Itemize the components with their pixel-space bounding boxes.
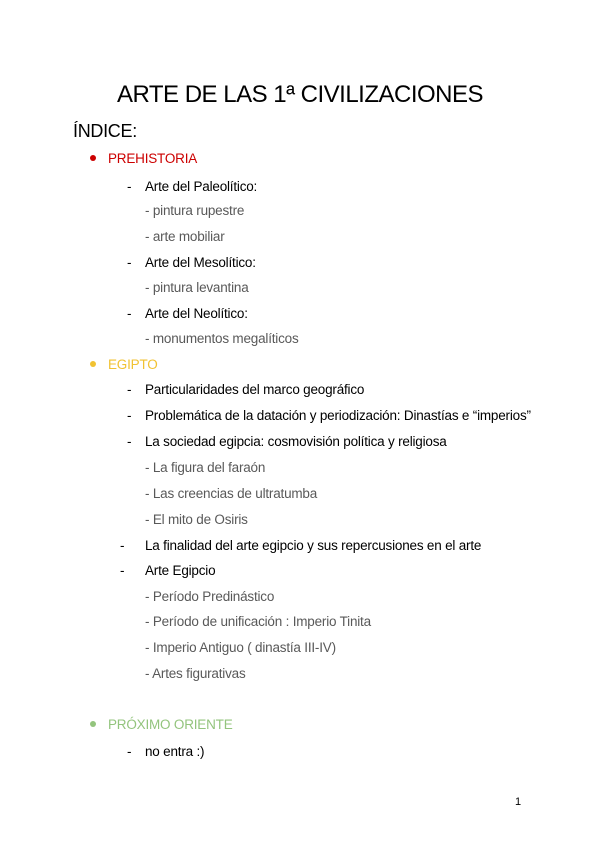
sub-item: - pintura levantina — [145, 280, 249, 295]
list-item — [127, 406, 531, 426]
dash-marker: - — [127, 744, 132, 759]
sub-item: - monumentos megalíticos — [145, 331, 299, 346]
sub-item: - pintura rupestre — [145, 203, 245, 218]
dash-marker: - — [127, 306, 132, 321]
list-item — [127, 432, 447, 452]
item-label: Particularidades del marco geográfico — [145, 382, 365, 397]
bullet-icon — [90, 361, 96, 367]
sub-item: - Período Predinástico — [145, 589, 275, 604]
item-label: La finalidad del arte egipcio y sus repercusiones en el arte — [145, 538, 482, 553]
item-label: La sociedad egipcia: cosmovisión política y religiosa — [145, 434, 447, 449]
item-label: Problemática de la datación y periodización: Dinastías e “imperios” — [145, 408, 531, 423]
dash-marker: - — [127, 434, 132, 449]
item-label: Arte del Paleolítico: — [145, 179, 258, 194]
document-title: ARTE DE LAS 1ª CIVILIZACIONES — [116, 81, 484, 108]
section-label: EGIPTO — [108, 357, 158, 372]
sub-item: - arte mobiliar — [145, 229, 225, 244]
dash-marker: - — [127, 255, 132, 270]
page-number: 1 — [515, 796, 522, 808]
sub-item: - Las creencias de ultratumba — [145, 486, 318, 501]
section-label: PREHISTORIA — [108, 151, 198, 166]
list-item — [127, 177, 257, 197]
list-item — [120, 561, 215, 581]
item-label: no entra :) — [145, 744, 205, 759]
list-item — [120, 536, 481, 556]
sub-item: - El mito de Osiris — [145, 512, 248, 527]
section-label: PRÓXIMO ORIENTE — [108, 717, 233, 732]
section-prehistoria — [90, 149, 197, 169]
sub-item: - Período de unificación : Imperio Tinita — [145, 614, 371, 629]
dash-marker: - — [120, 563, 125, 578]
bullet-icon — [90, 721, 96, 727]
sub-item: - Artes figurativas — [145, 666, 246, 681]
item-label: Arte Egipcio — [145, 563, 216, 578]
dash-marker: - — [120, 538, 125, 553]
dash-marker: - — [127, 179, 132, 194]
section-proximo-oriente — [90, 715, 233, 735]
list-item — [127, 253, 256, 273]
list-item — [127, 380, 364, 400]
dash-marker: - — [127, 382, 132, 397]
sub-item: - La figura del faraón — [145, 460, 266, 475]
item-label: Arte del Mesolítico: — [145, 255, 256, 270]
bullet-icon — [90, 155, 96, 161]
list-item — [127, 304, 248, 324]
section-egipto — [90, 355, 158, 375]
list-item — [127, 742, 204, 762]
dash-marker: - — [127, 408, 132, 423]
sub-item: - Imperio Antiguo ( dinastía III-IV) — [145, 640, 336, 655]
item-label: Arte del Neolítico: — [145, 306, 248, 321]
index-heading: ÍNDICE: — [73, 121, 137, 141]
